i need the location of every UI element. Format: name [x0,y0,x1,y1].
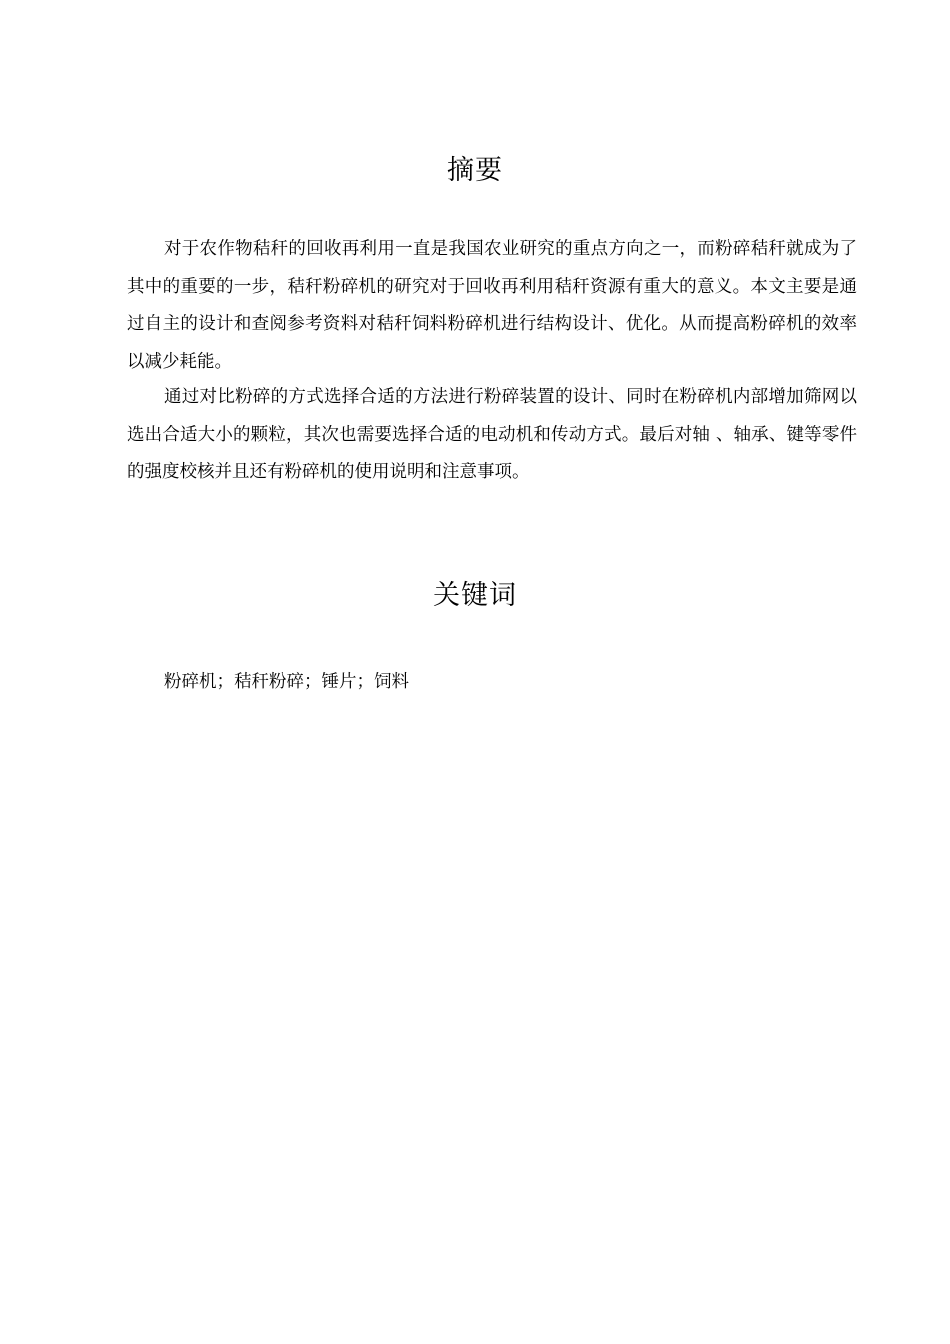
abstract-paragraph-2: 通过对比粉碎的方式选择合适的方法进行粉碎装置的设计、同时在粉碎机内部增加筛网以选出合适大小的颗粒，其次也需要选择合适的电动机和传动方式。最后对轴 、轴承、键等零件的强度校核并且还有粉碎机的使用说明和注意事项。 [127,387,857,482]
abstract-paragraph-1: 对于农作物秸秆的回收再利用一直是我国农业研究的重点方向之一，而粉碎秸秆就成为了其中的重要的一步，秸秆粉碎机的研究对于回收再利用秸秆资源有重大的意义。本文主要是通过自主的设计和查阅参考资料对秸秆饲料粉碎机进行结构设计、优化。从而提高粉碎机的效率以减少耗能。 [127,239,857,372]
abstract-title: 摘要 [447,155,503,186]
keywords-title: 关键词 [433,580,517,611]
keywords-list: 粉碎机；秸秆粉碎；锤片；饲料 [164,672,409,692]
